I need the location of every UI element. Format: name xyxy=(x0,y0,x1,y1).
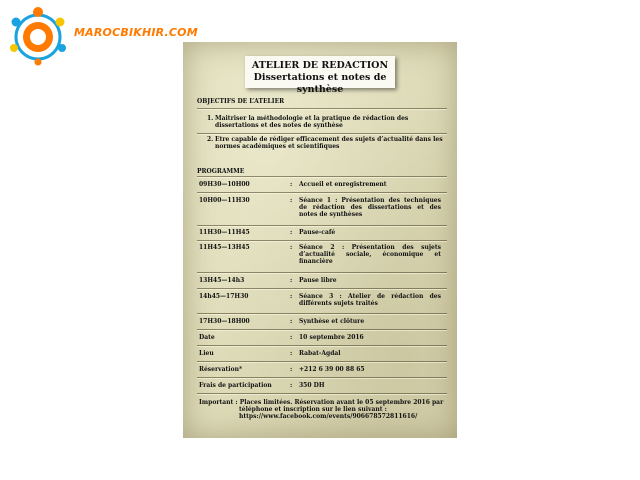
sun-circle-logo-icon xyxy=(4,4,68,66)
site-logo[interactable] xyxy=(0,0,200,72)
schedule-desc: Séance 3 : Atelier de rédaction des différents sujets traités xyxy=(299,293,441,307)
objective-item xyxy=(199,136,451,152)
schedule-time: 14h45—17H30 xyxy=(199,293,249,300)
objectives-heading: OBJECTIFS DE L’ATELIER xyxy=(197,98,285,105)
schedule-time: 11H30—11H45 xyxy=(199,229,250,236)
detail-label: Réservation* xyxy=(199,366,243,373)
objective-text: Maitriser la méthodologie et la pratique de rédaction des dissertations et des notes de synthèse xyxy=(215,115,409,129)
detail-label: Frais de participation xyxy=(199,382,272,389)
important-line-1: Important : Places limitées. Réservation avant le 05 septembre 2016 par xyxy=(199,399,444,406)
divider xyxy=(197,361,447,362)
objective-item xyxy=(199,115,451,131)
divider xyxy=(197,393,447,394)
divider xyxy=(197,176,447,177)
divider xyxy=(197,225,447,226)
detail-value: 350 DH xyxy=(299,382,325,389)
workshop-poster: ATELIER DE REDACTION Dissertations et notes de synthèse OBJECTIFS DE L’ATELIER 1. Maitriser la méthodologie et la pratique de rédaction des dissertations et des notes de synthèse 2. Etre capable de rédiger efficacement des sujets d’actualité dans les normes académiques et scientifiques PROGRAMME 09H30—10H00 : Accueil et enregistrement 10H00—11H30 : Séance 1 : Présentation des techniques de rédaction des dissertations et des notes de synthèses 11H30—11H45 : Pause-café 11H45—13H45 : Séance 2 : Présentation des sujets d’actualité sociale, économique et financière 13H45—14h3 : Pause libre 14h45—17H30 : Séance 3 : Atelier de rédaction des différents sujets traités 17H30—18H00 : Synthèse et clôture Date : 10 septembre 2016 Lieu : Rabat-Agdal Réservation* : +212 6 39 00 88 65 Frais de participation : 350 DH Important : Places limitées. Réservation avant le 05 septembre 2016 par téléphone et inscription sur le lien suivant : https://www.facebook.com/events/906678572811616/ xyxy=(183,42,457,438)
divider xyxy=(197,108,447,109)
title-line-2: Dissertations et notes de synthèse xyxy=(253,72,387,95)
schedule-time: 13H45—14h3 xyxy=(199,277,245,284)
important-notice xyxy=(199,399,445,420)
schedule-time: 10H00—11H30 xyxy=(199,197,250,204)
important-line-2: téléphone et inscription sur le lien suivant : xyxy=(239,406,387,413)
divider xyxy=(197,313,447,314)
divider xyxy=(197,345,447,346)
schedule-time: 11H45—13H45 xyxy=(199,244,250,251)
schedule-desc: Pause libre xyxy=(299,277,337,284)
divider xyxy=(197,192,447,193)
detail-value: +212 6 39 00 88 65 xyxy=(299,366,365,373)
schedule-desc: Accueil et enregistrement xyxy=(299,181,387,188)
title-line-1: ATELIER DE REDACTION xyxy=(251,60,389,71)
detail-value: 10 septembre 2016 xyxy=(299,334,364,341)
detail-value: Rabat-Agdal xyxy=(299,350,341,357)
objective-number: 1. xyxy=(207,115,214,122)
divider xyxy=(197,133,447,134)
divider xyxy=(197,272,447,273)
divider xyxy=(197,377,447,378)
poster-title xyxy=(245,56,395,95)
logo-text: MAROCBIKHIR.COM xyxy=(74,26,198,39)
schedule-time: 17H30—18H00 xyxy=(199,318,250,325)
objective-number: 2. xyxy=(207,136,214,143)
objective-text: Etre capable de rédiger efficacement des sujets d’actualité dans les normes académiques et scientifiques xyxy=(215,136,443,150)
schedule-desc: Synthèse et clôture xyxy=(299,318,365,325)
schedule-desc: Séance 1 : Présentation des techniques de rédaction des dissertations et des notes de synthèses xyxy=(299,197,441,218)
divider xyxy=(197,240,447,241)
detail-label: Date xyxy=(199,334,215,341)
schedule-time: 09H30—10H00 xyxy=(199,181,250,188)
programme-heading: PROGRAMME xyxy=(197,168,245,175)
divider xyxy=(197,329,447,330)
schedule-desc: Pause-café xyxy=(299,229,336,236)
event-link[interactable]: https://www.facebook.com/events/906678572811616/ xyxy=(239,413,418,420)
divider xyxy=(197,288,447,289)
schedule-desc: Séance 2 : Présentation des sujets d’actualité sociale, économique et financière xyxy=(299,244,441,265)
detail-label: Lieu xyxy=(199,350,214,357)
